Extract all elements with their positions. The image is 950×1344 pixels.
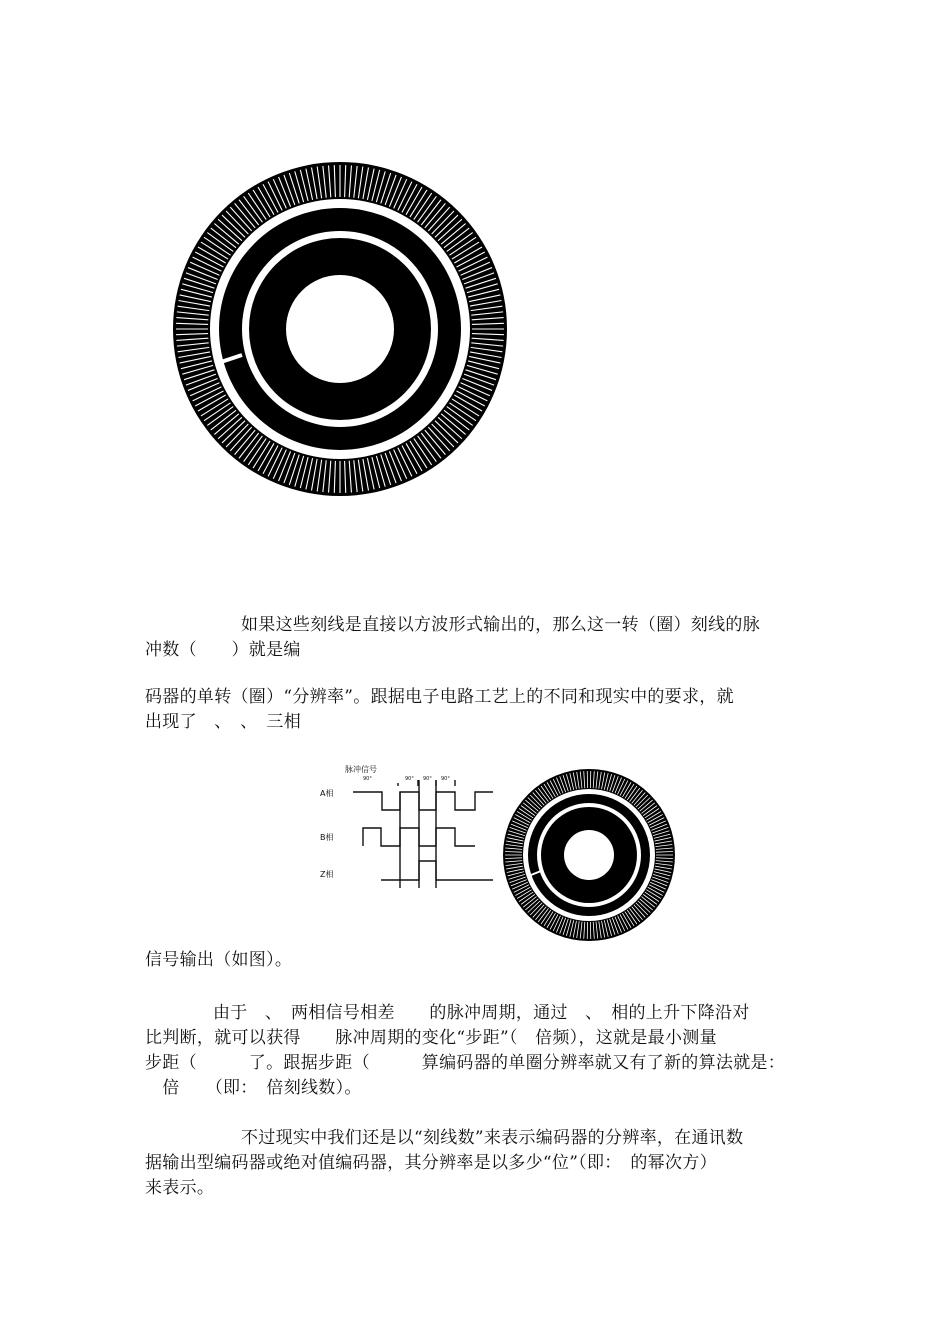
text-line: 冲数（ ）就是编 — [145, 640, 301, 660]
text-line: 出现了 、 、 三相 — [145, 712, 301, 732]
text-line: 来表示。 — [145, 1178, 215, 1198]
text-line: 由于 、 两相信号相差 的脉冲周期，通过 、 相的上升下降沿对 — [213, 1003, 750, 1023]
phase-label-z: Z相 — [320, 870, 334, 879]
text-line: 倍 （即： 倍刻线数）。 — [145, 1078, 362, 1098]
phase-label-a: A相 — [320, 789, 334, 798]
paragraph-2 — [145, 685, 810, 735]
text-line: 步距（ 了。跟据步距（ 算编码器的单圈分辨率就又有了新的算法就是： — [145, 1053, 786, 1073]
text-line: 信号输出（如图）。 — [145, 950, 293, 970]
text-line: 据输出型编码器或绝对值编码器，其分辨率是以多少“位”（即： 的幂次方） — [145, 1153, 717, 1173]
angle-label: 90° — [363, 776, 372, 782]
angle-label: 90° — [405, 776, 414, 782]
angle-label: 90° — [423, 776, 432, 782]
text-line: 比判断，就可以获得 脉冲周期的变化“步距”（ 倍频），这就是最小测量 — [145, 1028, 717, 1048]
text-line: 不过现实中我们还是以“刻线数”来表示编码器的分辨率，在通讯数 — [241, 1128, 744, 1148]
text-line: 码器的单转（圈）“分辨率”。跟据电子电路工艺上的不同和现实中的要求，就 — [145, 687, 734, 707]
phase-label-b: B相 — [320, 833, 334, 842]
text-line: 如果这些刻线是直接以方波形式输出的，那么这一转（圈）刻线的脉 — [241, 615, 760, 635]
paragraph-4 — [145, 1001, 810, 1101]
paragraph-3 — [145, 948, 810, 973]
encoder-disk-large — [142, 158, 542, 508]
disk-hub-hole — [286, 275, 394, 383]
waveform-z — [381, 861, 493, 880]
diagram-title: 脉冲信号 — [345, 765, 377, 774]
disk-hub-hole — [564, 830, 614, 880]
encoder-disk-small — [500, 767, 680, 947]
pulse-signal-diagram — [315, 758, 515, 908]
paragraph-5 — [145, 1126, 810, 1201]
angle-label: 90° — [441, 776, 450, 782]
waveform-a — [353, 792, 493, 810]
paragraph-1 — [145, 613, 810, 663]
